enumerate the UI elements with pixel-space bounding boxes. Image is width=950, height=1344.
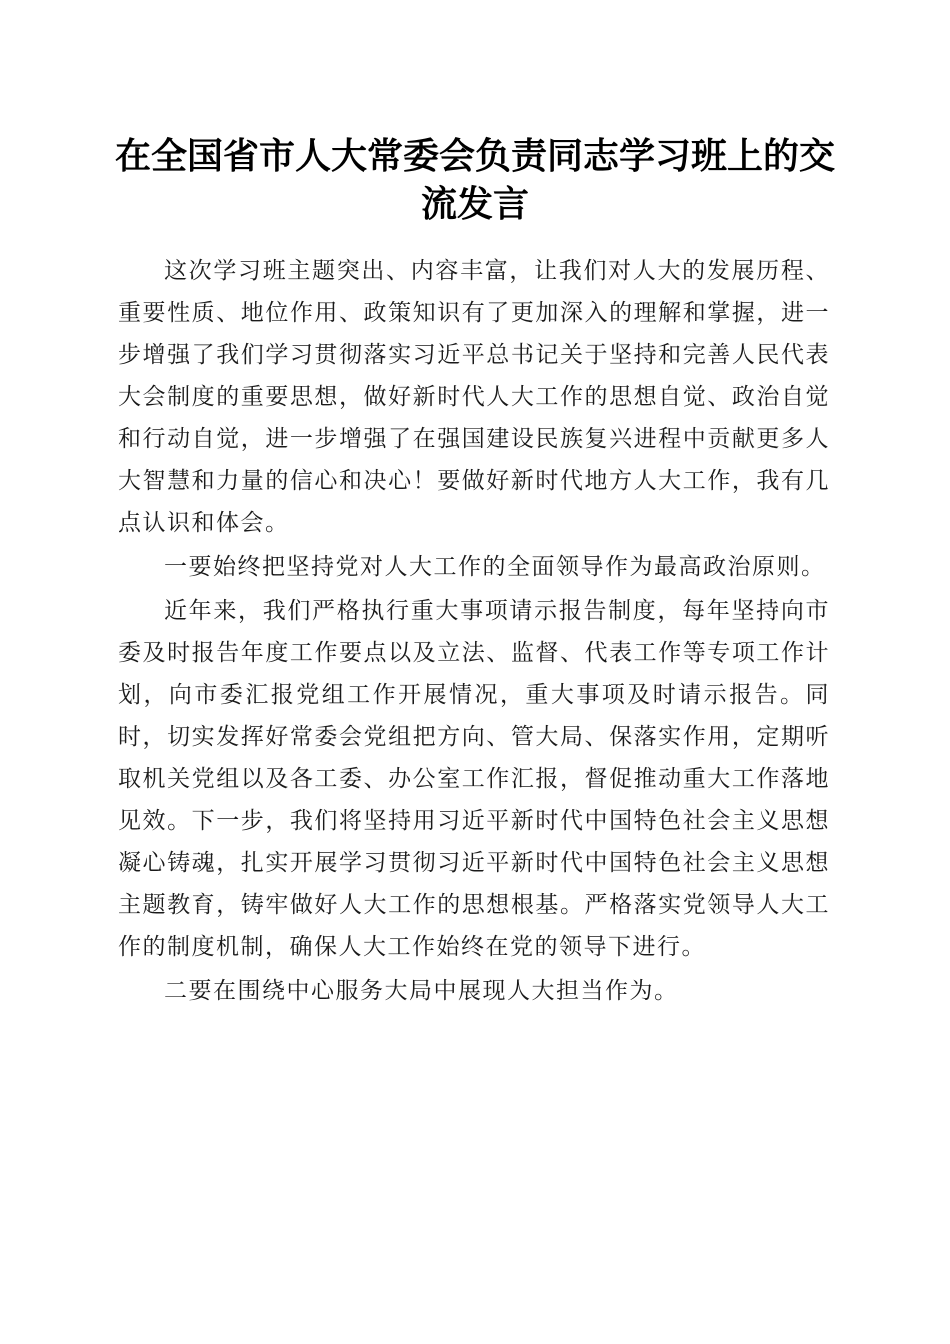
paragraph-point-one-detail: 近年来，我们严格执行重大事项请示报告制度，每年坚持向市委及时报告年度工作要点以及立法、监督、代表工作等专项工作计划，向市委汇报党组工作开展情况，重大事项及时请示报告。同时，切实发挥好常委会党组把方向、管大局、保落实作用，定期听取机关党组以及各工委、办公室工作汇报，督促推动重大工作落地见效。下一步，我们将坚持用习近平新时代中国特色社会主义思想凝心铸魂，扎实开展学习贯彻习近平新时代中国特色社会主义思想主题教育，铸牢做好人大工作的思想根基。严格落实党领导人大工作的制度机制，确保人大工作始终在党的领导下进行。 [118,598,830,960]
paragraph-point-two-heading: 二要在围绕中心服务大局中展现人大担当作为。 [164,978,679,1004]
paragraph-intro: 这次学习班主题突出、内容丰富，让我们对人大的发展历程、重要性质、地位作用、政策知识有了更加深入的理解和掌握，进一步增强了我们学习贯彻落实习近平总书记关于坚持和完善人民代表大会制度的重要思想，做好新时代人大工作的思想自觉、政治自觉和行动自觉，进一步增强了在强国建设民族复兴进程中贡献更多人大智慧和力量的信心和决心！要做好新时代地方人大工作，我有几点认识和体会。 [118,258,830,536]
document-title: 在全国省市人大常委会负责同志学习班上的交流发言 [114,135,835,225]
document-body [118,250,830,1014]
paragraph-point-one-heading: 一要始终把坚持党对人大工作的全面领导作为最高政治原则。 [164,554,826,580]
